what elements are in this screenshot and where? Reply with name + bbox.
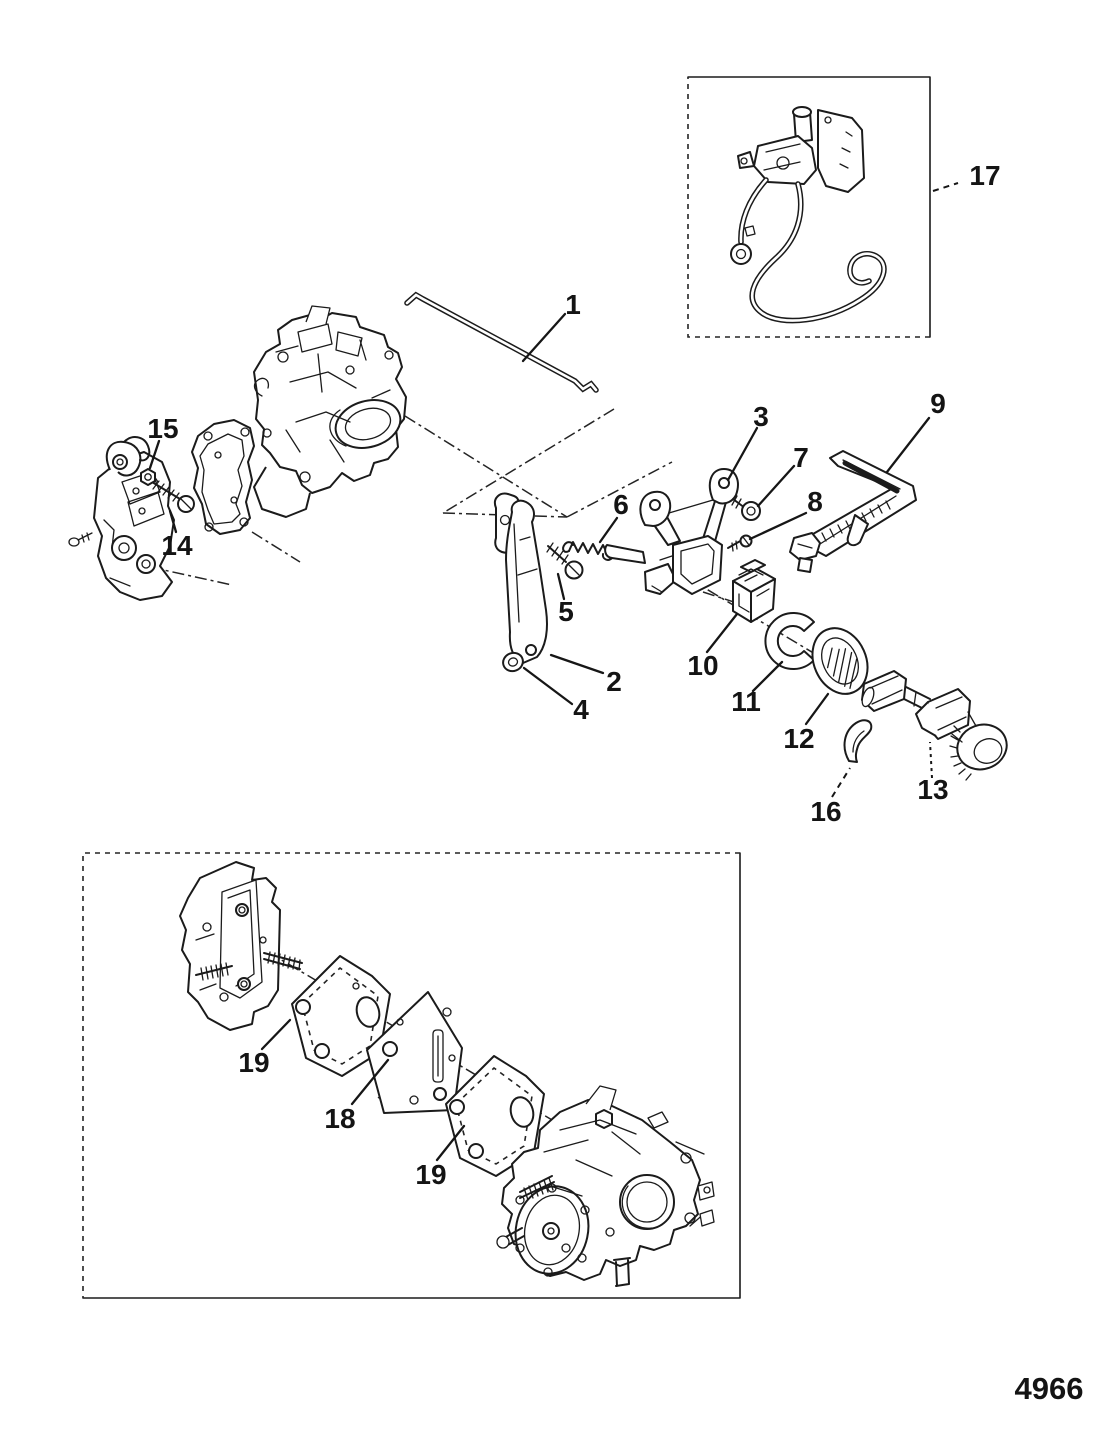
main-exploded-view bbox=[69, 295, 1013, 780]
callout-4: 4 bbox=[573, 694, 589, 725]
idle-screw bbox=[728, 536, 752, 552]
callout-2: 2 bbox=[606, 666, 622, 697]
idle-knob-assembly bbox=[860, 671, 1013, 780]
callout-6: 6 bbox=[613, 489, 629, 520]
callout-17: 17 bbox=[969, 160, 1001, 191]
figure-number: 4966 bbox=[1014, 1371, 1084, 1406]
callout-18: 18 bbox=[324, 1103, 356, 1134]
retainer-clip bbox=[765, 613, 814, 669]
cam-follower-lever bbox=[495, 494, 547, 663]
throttle-bracket bbox=[605, 469, 738, 594]
inset-box-bottom bbox=[83, 853, 740, 1298]
fuel-pump-gasket bbox=[192, 420, 254, 534]
inset-box-17 bbox=[688, 77, 930, 337]
callout-14: 14 bbox=[161, 530, 193, 561]
callout-12: 12 bbox=[783, 723, 815, 754]
carburetor-rear-view bbox=[180, 862, 302, 1030]
callout-11: 11 bbox=[731, 686, 761, 717]
callout-16: 16 bbox=[810, 796, 842, 827]
callout-10: 10 bbox=[687, 650, 719, 681]
callout-19-upper: 19 bbox=[238, 1047, 270, 1078]
callout-9: 9 bbox=[930, 388, 946, 419]
carburetor-body bbox=[254, 306, 406, 517]
fuel-pump-assembly bbox=[69, 437, 174, 600]
callout-7: 7 bbox=[793, 442, 809, 473]
callout-13: 13 bbox=[917, 774, 949, 805]
enrichment-valve-assembly bbox=[731, 107, 884, 321]
callout-19-lower: 19 bbox=[415, 1159, 447, 1190]
pump-nut bbox=[141, 469, 155, 485]
callout-1: 1 bbox=[565, 289, 581, 320]
callout-15: 15 bbox=[147, 413, 179, 444]
follower-block bbox=[733, 560, 775, 622]
small-clip bbox=[845, 720, 872, 762]
callout-5: 5 bbox=[558, 596, 574, 627]
callout-8: 8 bbox=[807, 486, 823, 517]
callout-3: 3 bbox=[753, 401, 769, 432]
bracket-screw bbox=[732, 496, 760, 520]
